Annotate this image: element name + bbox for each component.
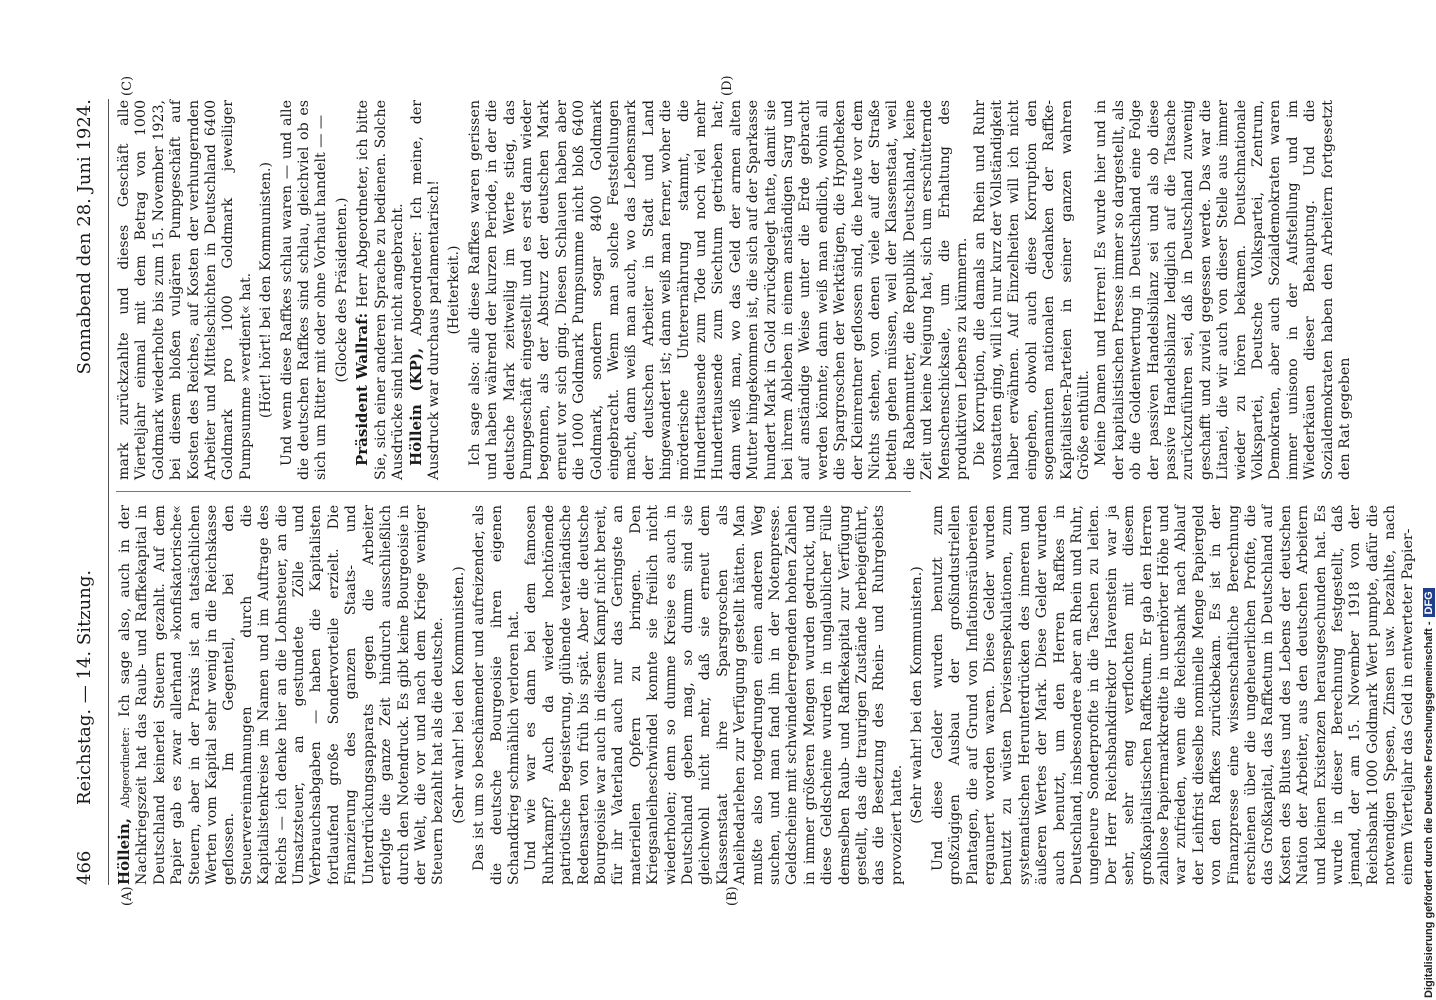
session-date: Sonnabend den 28. Juni 1924. <box>74 99 95 375</box>
paragraph-text: Herr Abgeordneter, ich bitte Sie, sich einer anderen Sprache zu bedienen. Solche Ausdrücke sind hier nicht angebracht. <box>355 100 407 480</box>
speaker-name: Höllein (KP), <box>406 347 425 466</box>
page-number: 466 <box>74 850 95 885</box>
speaker-role: Abgeordneter: <box>119 727 132 808</box>
president-name: Präsident Wallraf: <box>353 312 372 466</box>
text-column-right <box>116 99 1354 480</box>
paragraph: mark zurückzahlte und dieses Geschäft alle Vierteljahr einmal mit dem Betrag von 1000 Goldmark wiederholte bis zum 15. November 1923, bei diesem bloßen vulgären Pumpgeschäft auf Kosten des Reiches, auf Kosten der verhungernden Arbeiter und Mittelschichten in Deutschland 6400 Goldmark pro 1000 Goldmark jeweiliger Pumpsumme »verdient« hat. <box>116 100 254 480</box>
digitization-credit <box>1410 8 1436 998</box>
paragraph: Das ist um so beschämender und aufreizender, als die deutsche Bourgeoisie ihren eigenen Schandkrieg schmählich verloren hat. <box>471 505 522 885</box>
paragraph: Und wenn diese Raffkes schlau waren — und alle die deutschen Raffkes sind schlau, gleichviel ob es sich um Ritter mit oder ohne Vorhaut handelt — — <box>278 100 330 480</box>
paragraph: Und diese Gelder wurden benutzt zum großzügigen Ausbau der großindustriellen Plantagen, die auf Grund von Inflationsräubereien ergaunert worden waren. Diese Gelder wurden benutzt zu wüsten Devisenspekulationen, zum systematischen Herunterdrücken des inneren und äußeren Wertes der Mark. Diese Gelder wurden auch benutzt, um den Herren Raffkes in Deutschland, insbesondere aber an Rhein und Ruhr, ungeheure Sonderprofite in die Taschen zu leiten. Der Herr Reichsbankdirektor Havenstein war ja sehr, sehr eng verflochten mit diesem großkapitalistischen Raffketum. Er gab den Herren zahllose Papiermarkkredite in unerhörter Höhe und war zufrieden, wenn die Reichsbank nach Ablauf der Leihfrist dieselbe nominelle Menge Papiergeld von den Raffkes zurückbekam. Es ist in der Finanzpresse eine wissenschaftliche Berechnung erschienen über die ungeheuerlichen Profite, die das Großkapital, das Raffketum in Deutschland auf Kosten des Blutes und des Lebens der deutschen Nation der Arbeiter, aus den deutschen Arbeitern und kleinen Existenzen herausgeschunden hat. Es wurde in dieser Berechnung festgestellt, daß jemand, der am 15. November 1918 von der Reichsbank 1000 Goldmark Wert pumpte, dafür die notwendigen Spesen, Zinsen usw. bezahlte, nach einem Vierteljahr das Geld in entwerteter Papier- <box>929 505 1416 885</box>
paragraph <box>408 100 444 480</box>
credit-text: Digitalisierung gefördert durch die Deutsche Forschungsgemeinschaft - <box>1423 621 1435 998</box>
paragraph-text: Ich sage also, auch in der Nachkriegszeit hat das Raub- und Raffkekapital in Deutschland keinerlei Steuern gezahlt. Auf dem Papier gab es zwar allerhand »konfiskatorische« Steuern, aber in der Praxis ist an tatsächlichen Werten vom Kapital sehr wenig in die Reichskasse geflossen. Im Gegenteil, bei den Steuervereinnahmungen durch die Kapitalistenkreise im Namen und im Auftrage des Reichs — ich denke hier an die Lohnsteuer, an die Umsatzsteuer, an gestundete Zölle und Verbrauchsabgaben — haben die Kapitalisten fortlaufend große Sondervorteile erzielt. Die Finanzierung des ganzen Staats- und Unterdrückungsapparats gegen die Arbeiter erfolgte die ganze Zeit hindurch ausschließlich durch den Notendruck. Es gibt keine Bourgeoisie in der Welt, die vor und nach dem Kriege weniger Steuern bezahlt hat als die deutsche. <box>117 504 447 885</box>
dfg-logo: DFG <box>1423 588 1435 617</box>
paragraph: Meine Damen und Herren! Es wurde hier und in der kapitalistischen Presse immer so dargestellt, als ob die Goldentwertung in Deutschland eine Folge der passiven Handelsbilanz sei und als ob diese passive Handelsbilanz lediglich auf die Tatsache zurückzuführen sei, daß in Deutschland zuwenig geschafft und zuviel gegessen werde. Das war die Litanei, die wir auch von dieser Stelle aus immer wieder zu hören bekamen. Deutschnationale Volkspartei, Deutsche Volkspartei, Zentrum, Demokraten, aber auch Sozialdemokraten waren immer unisono in der Aufstellung und im Wiederkäuen dieser Behauptung. Und die Sozialdemokraten haben den Arbeitern fortgesetzt den Rat gegeben <box>1093 100 1354 480</box>
paragraph-text: Abgeordneter: Ich meine, der Ausdruck war durchaus parlamentarisch! <box>408 99 442 480</box>
session-title: Reichstag. — 14. Sitzung. <box>74 569 95 805</box>
interjection: (Glocke des Präsidenten.) <box>333 197 350 383</box>
paragraph <box>116 505 448 885</box>
margin-marker-b: (B) <box>725 886 740 906</box>
document-page <box>0 10 1434 990</box>
header-rule <box>108 99 109 885</box>
interjection: (Heiterkeit.) <box>446 245 463 335</box>
interjection: (Sehr wahr! bei den Kommunisten.) <box>909 566 926 824</box>
margin-marker-d: (D) <box>720 75 735 96</box>
paragraph: Ich sage also: alle diese Raffkes waren gerissen und haben während der kurzen Periode, in der die deutsche Mark zeitweilig im Werte stieg, das Pumpgeschäft eingestellt und es erst dann wieder begonnen, als der Absturz der deutschen Mark erneut vor sich ging. Diesen Schlauen haben aber die 1000 Goldmark Pumpsumme nicht bloß 6400 Goldmark, sondern sogar 8400 Goldmark eingebracht. Wenn man solche Feststellungen macht, dann weiß man auch, wo das Lebensmark der deutschen Arbeiter in Stadt und Land hingewandert ist; dann weiß man ferner, woher die mörderische Unterernährung stammt, die Hunderttausende zum Tode und noch viel mehr Hunderttausende zum Siechtum getrieben hat; dann weiß man, wo das Geld der armen alten Mutter hingekommen ist, die sich auf der Sparkasse hundert Mark in Gold zurückgelegt hatte, damit sie bei ihrem Ableben in einem anständigen Sarg und auf anständige Weise unter die Erde gebracht werden könnte; dann weiß man endlich, wohin all die Spargroschen der Werktätigen, die Hypotheken der Kleinrentner geflossen sind, die heute vor dem Nichts stehen, von denen viele auf der Straße betteln gehen müssen, weil der Klassenstaat, weil die Rabenmutter, die Republik Deutschland, keine Zeit und keine Neigung hat, sich um erschütternde Menschenschicksale, um die Erhaltung des produktiven Lebens zu kümmern. <box>466 100 971 480</box>
page-header <box>74 99 104 885</box>
speaker-name: Höllein, <box>115 818 133 885</box>
paragraph: Die Korruption, die damals an Rhein und Ruhr vonstatten ging, will ich nur kurz der Vollständigkeit halber erwähnen. Auf Einzelheiten will ich nicht eingehen, obwohl auch diese Korruption den sogenannten nationalen Gedanken der Raffke-Kapitalisten-Parteien in seiner ganzen wahren Größe enthüllt. <box>971 100 1092 480</box>
margin-marker-c: (C) <box>120 75 135 96</box>
text-column-left <box>115 504 1416 885</box>
column-divider <box>116 491 911 492</box>
margin-marker-a: (A) <box>120 886 135 906</box>
paragraph <box>354 100 407 480</box>
interjection: (Hört! hört! bei den Kommunisten.) <box>258 161 275 419</box>
interjection: (Sehr wahr! bei den Kommunisten.) <box>450 566 467 824</box>
paragraph: Und wie war es dann bei dem famosen Ruhrkampf? Auch da wieder hochtönende patriotische Begeisterung, glühende vaterländische Redensarten von früh bis spät. Aber die deutsche Bourgeoisie war auch in diesem Kampf nicht bereit, für ihr Vaterland auch nur das Geringste an materiellen Opfern zu bringen. Den Kriegsanleiheschwindel konnte sie freilich nicht wiederholen; denn so dumme Kreise es auch in Deutschland geben mag, so dumm sind sie gleichwohl nicht mehr, daß sie erneut dem Klassenstaat ihre Sparsgroschen als Anleihedarlehen zur Verfügung gestellt hätten. Man mußte also notgedrungen einen anderen Weg suchen, und man fand ihn in der Notenpresse. Geldscheine mit schwindelerregenden hohen Zahlen in immer größeren Mengen wurden gedruckt, und diese Geldscheine wurden in unglaublicher Fülle demselben Raub- und Raffkekapital zur Verfügung gestellt, das die traurigen Zustände herbeigeführt, das die Besetzung des Rhein- und Ruhrgebiets provoziert hatte. <box>523 505 905 885</box>
